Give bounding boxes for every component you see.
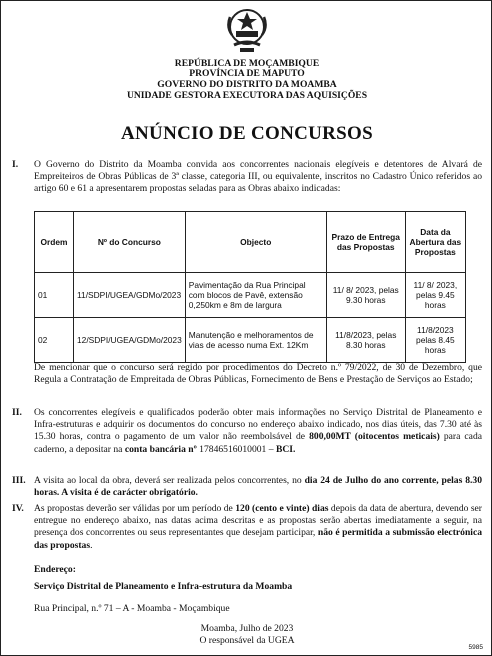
header-unit: UNIDADE GESTORA EXECUTORA DAS AQUISIÇÕES bbox=[126, 90, 368, 101]
address-street: Rua Principal, n.º 71 – A - Moamba - Moçambique bbox=[34, 603, 230, 614]
header-province: PROVÍNCIA DE MAPUTO bbox=[189, 68, 305, 79]
text-span: . bbox=[90, 539, 93, 551]
table-header-cell: Data da Abertura das Propostas bbox=[405, 212, 465, 273]
section-intro-text: O Governo do Distrito da Moamba convida aos concorrentes nacionais elegíveis e detentores de Alvará de Empreiteiros de Obras Públicas de 3ª classe, categoria III, ou equivalente, inscritos no Cadastro Único referidos ao artigo 60 e 61 a apresentarem propostas seladas para as Obras abaixo indicadas: bbox=[34, 159, 482, 195]
section-number: II. bbox=[12, 407, 22, 418]
validity-period: 120 (cento e vinte) dias bbox=[235, 503, 329, 514]
table-cell: Pavimentação da Rua Principal com blocos de Pavê, extensão 0,250km e 8m de largura bbox=[185, 273, 326, 318]
table-row bbox=[35, 273, 466, 318]
signature-responsible: O responsável da UGEA bbox=[199, 635, 295, 646]
regulation-note: De mencionar que o concurso será regido por procedimentos do Decreto n.º 79/2022, de 30 de Dezembro, que Regula a Contratação de Empreitada de Obras Públicas, Fornecimento de Bens e Prestação de Serviços ao Estado; bbox=[34, 362, 482, 386]
table-cell: 11/8/2023 pelas 8.45 horas bbox=[405, 318, 465, 363]
table-header-cell: Prazo de Entrega das Propostas bbox=[326, 212, 405, 273]
text-span: Os concorrentes elegíveis e qualificados poderão obter mais informações no Serviço Distrital de Planeamento e Infra-estruturas e adquirir os documentos do concurso no endereço abaixo indicado, nos dias úteis, das 7.30 até às 15.30 horas, contra o pagamento de um valor não reembolsável de bbox=[34, 407, 482, 443]
bank-name: BCI. bbox=[275, 443, 296, 455]
mozambique-emblem-icon bbox=[222, 5, 272, 55]
section-documents-text bbox=[34, 407, 482, 456]
table-cell: 01 bbox=[35, 273, 74, 318]
text-span: 17846516010001 – bbox=[196, 443, 276, 455]
address-label: Endereço: bbox=[34, 564, 76, 575]
header-government: GOVERNO DO DISTRITO DA MOAMBA bbox=[157, 79, 337, 90]
fee-amount: 800,00MT (oitocentos meticais) bbox=[309, 431, 440, 443]
table-header-cell: Objecto bbox=[185, 212, 326, 273]
table-cell: 11/8/2023, pelas 8.30 horas bbox=[326, 318, 405, 363]
bank-account-label: conta bancária nº bbox=[124, 443, 197, 455]
table-cell: 11/ 8/ 2023, pelas 9.45 horas bbox=[405, 273, 465, 318]
section-site-visit-text bbox=[34, 475, 482, 499]
table-header-cell: Nº do Concurso bbox=[74, 212, 186, 273]
address-service: Serviço Distrital de Planeamento e Infra-estrutura da Moamba bbox=[34, 581, 293, 592]
page-title: ANÚNCIO DE CONCURSOS bbox=[121, 123, 373, 144]
section-number: IV. bbox=[12, 503, 24, 514]
table-cell: 11/SDPI/UGEA/GDMo/2023 bbox=[74, 273, 186, 318]
text-span: depois da data de abertura, devendo ser entregue no endereço abaixo, nas datas acima descritas e as propostas serão abertas imediatamente a seguir, na presença dos concorrentes ou seus representantes que desejam participar, bbox=[34, 503, 482, 539]
table-cell: 12/SDPI/UGEA/GDMo/2023 bbox=[74, 318, 186, 363]
footer-code: 5985 bbox=[468, 644, 483, 651]
text-span: para cada caderno, a depositar na bbox=[34, 431, 482, 455]
table-cell: Manutenção e melhoramentos de vias de acesso numa Ext. 12Km bbox=[185, 318, 326, 363]
text-span: A visita ao local da obra, deverá ser realizada pelos concorrentes, no bbox=[34, 475, 305, 486]
table-cell: 11/ 8/ 2023, pelas 9.30 horas bbox=[326, 273, 405, 318]
signature-place-date: Moamba, Julho de 2023 bbox=[200, 623, 294, 634]
section-number: III. bbox=[12, 475, 26, 486]
table-row bbox=[35, 318, 466, 363]
section-validity-text bbox=[34, 503, 482, 552]
site-visit-date: dia 24 de Julho do ano corrente, pelas 8.30 horas. A visita é de carácter obrigatório. bbox=[34, 475, 482, 499]
table-cell: 02 bbox=[35, 318, 74, 363]
tenders-table bbox=[34, 211, 466, 363]
text-span: As propostas deverão ser válidas por um período de bbox=[34, 503, 236, 514]
no-electronic-submission: não é permitida a submissão electrónica das propostas bbox=[34, 527, 482, 551]
section-number: I. bbox=[12, 159, 19, 170]
table-header-cell: Ordem bbox=[35, 212, 74, 273]
header-republic: REPÚBLICA DE MOÇAMBIQUE bbox=[174, 58, 320, 69]
